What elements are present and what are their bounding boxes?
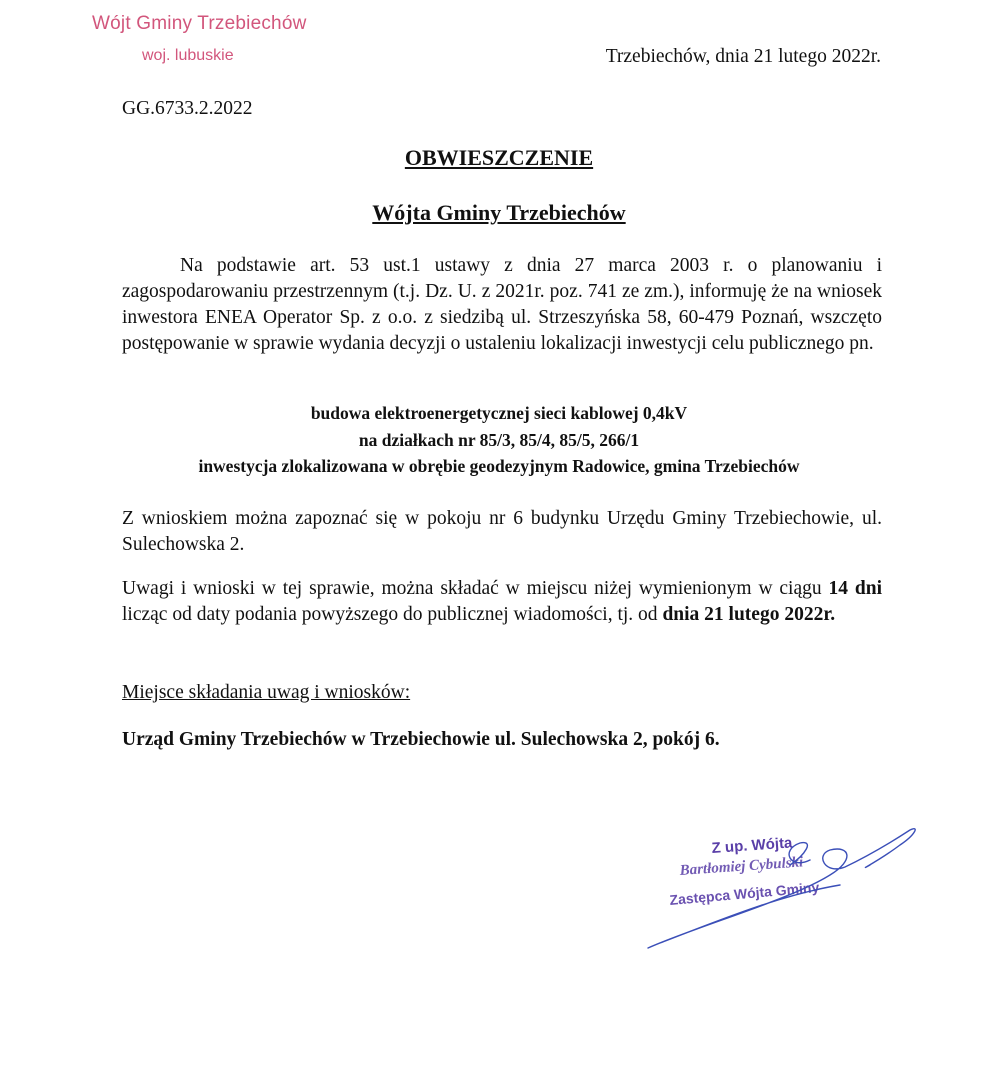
signature-stamp-line2: Bartłomiej Cybulski bbox=[679, 854, 804, 879]
document-title: OBWIESZCZENIE bbox=[404, 145, 594, 170]
view-notice-paragraph: Z wnioskiem można zapoznać się w pokoju nr 6 budynku Urzędu Gminy Trzebiechowie, ul. Sulechowska 2. bbox=[122, 508, 882, 555]
intro-paragraph: Na podstawie art. 53 ust.1 ustawy z dnia 27 marca 2003 r. o planowaniu i zagospodarowaniu przestrzennym (t.j. Dz. U. z 2021r. poz. 741 ze zm.), informuję że na wniosek inwestora ENEA Operator Sp. z o.o. z siedzibą ul. Strzeszyńska 58, 60-479 Poznań, wszczęto postępowanie w sprawie wydania decyzji o ustaleniu lokalizacji inwestycji celu publicznego pn. bbox=[122, 255, 882, 354]
signature-stamp-line3: Zastępca Wójta Gminy bbox=[668, 878, 820, 908]
signature-stamp-line1: Z up. Wójta bbox=[711, 834, 793, 857]
office-address: Urząd Gminy Trzebiechów w Trzebiechowie ul. Sulechowska 2, pokój 6. bbox=[122, 729, 720, 750]
stamp-office-name: Wójt Gminy Trzebiechów bbox=[92, 13, 307, 34]
project-line-1: budowa elektroenergetycznej sieci kablowej 0,4kV bbox=[310, 403, 688, 423]
submission-place-heading: Miejsce składania uwag i wniosków: bbox=[122, 682, 411, 703]
remarks-deadline: 14 dni bbox=[828, 578, 882, 599]
place-and-date: Trzebiechów, dnia 21 lutego 2022r. bbox=[605, 46, 881, 67]
project-line-3: inwestycja zlokalizowana w obrębie geodezyjnym Radowice, gmina Trzebiechów bbox=[198, 456, 800, 476]
document-subtitle: Wójta Gminy Trzebiechów bbox=[372, 200, 626, 225]
project-line-2: na działkach nr 85/3, 85/4, 85/5, 266/1 bbox=[358, 430, 640, 450]
remarks-start-date: dnia 21 lutego 2022r. bbox=[662, 604, 836, 625]
remarks-paragraph bbox=[122, 576, 882, 628]
remarks-text-1: Uwagi i wnioski w tej sprawie, można składać w miejscu niżej wymienionym w ciągu bbox=[122, 578, 829, 599]
reference-number: GG.6733.2.2022 bbox=[122, 98, 253, 119]
stamp-voivodeship: woj. lubuskie bbox=[142, 47, 234, 64]
signature-stamp-icon bbox=[640, 815, 930, 965]
remarks-text-2: licząc od daty podania powyższego do publicznej wiadomości, tj. od bbox=[122, 604, 663, 625]
